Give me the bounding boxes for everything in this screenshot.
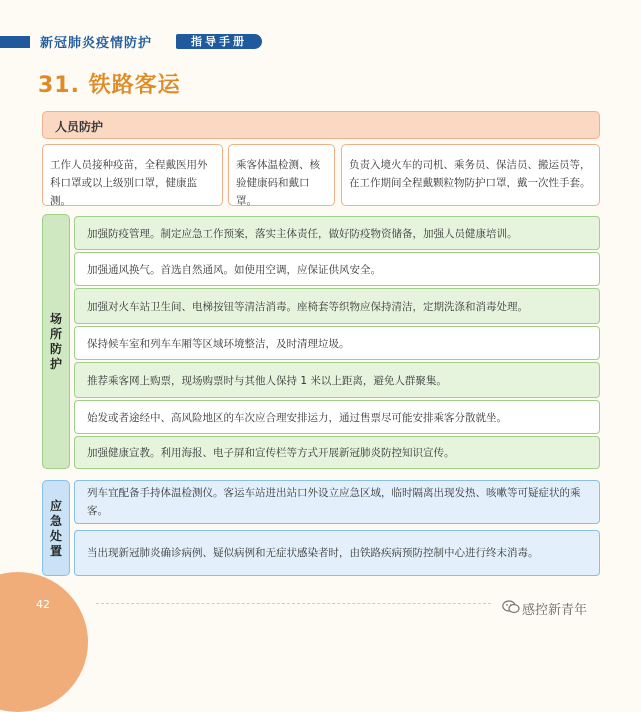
page-number: 42: [36, 598, 50, 611]
place-row-4: 保持候车室和列车车厢等区域环境整洁，及时清理垃圾。: [74, 326, 600, 360]
emergency-label-char: 置: [49, 544, 62, 558]
place-label-char: 防: [49, 342, 62, 356]
header-title: 新冠肺炎疫情防护: [40, 36, 153, 51]
place-row-7: 加强健康宣教。利用海报、电子屏和宣传栏等方式开展新冠肺炎防控知识宣传。: [74, 436, 600, 469]
place-row-3: 加强对火车站卫生间、电梯按钮等清洁消毒。座椅套等织物应保持清洁，定期洗涤和消毒处理。: [74, 288, 600, 324]
wechat-icon: [502, 600, 520, 614]
emergency-label-char: 急: [49, 514, 62, 528]
place-row-6: 始发或者途经中、高风险地区的车次应合理安排运力，通过售票尽可能安排乘客分散就坐。: [74, 400, 600, 434]
personnel-heading-text: 人员防护: [55, 120, 104, 134]
place-section-label: [42, 214, 70, 469]
footer-brand: 感控新青年: [522, 603, 588, 618]
page-number-circle: [0, 572, 88, 712]
personnel-card-2: 乘客体温检测、核验健康码和戴口罩。: [228, 144, 335, 206]
place-label-char: 场: [49, 312, 62, 326]
place-row-2: 加强通风换气。首选自然通风。如使用空调，应保证供风安全。: [74, 252, 600, 286]
emergency-row-1: 列车宜配备手持体温检测仪。客运车站进出站口外设立应急区域，临时隔离出现发热、咳嗽等可疑症状的乘客。: [74, 480, 600, 524]
personnel-card-1: 工作人员接种疫苗，全程戴医用外科口罩或以上级别口罩，健康监测。: [42, 144, 223, 206]
place-label-char: 护: [49, 357, 62, 371]
emergency-label-char: 处: [49, 529, 62, 543]
emergency-label-char: 应: [49, 499, 62, 513]
emergency-section-label: [42, 480, 70, 576]
header-tag: 指导手册: [176, 34, 262, 49]
personnel-section-heading: [42, 111, 600, 139]
place-label-char: 所: [49, 327, 62, 341]
page-title: 31. 铁路客运: [38, 73, 181, 98]
place-row-5: 推荐乘客网上购票，现场购票时与其他人保持 1 米以上距离，避免人群聚集。: [74, 362, 600, 398]
personnel-card-3: 负责入境火车的司机、乘务员、保洁员、搬运员等，在工作期间全程戴颗粒物防护口罩，戴一次性手套。: [341, 144, 600, 206]
footer-divider: [96, 603, 491, 604]
header-accent-bar: [0, 36, 30, 48]
place-row-1: 加强防疫管理。制定应急工作预案，落实主体责任，做好防疫物资储备，加强人员健康培训。: [74, 216, 600, 250]
emergency-row-2: 当出现新冠肺炎确诊病例、疑似病例和无症状感染者时，由铁路疾病预防控制中心进行终末消毒。: [74, 530, 600, 576]
